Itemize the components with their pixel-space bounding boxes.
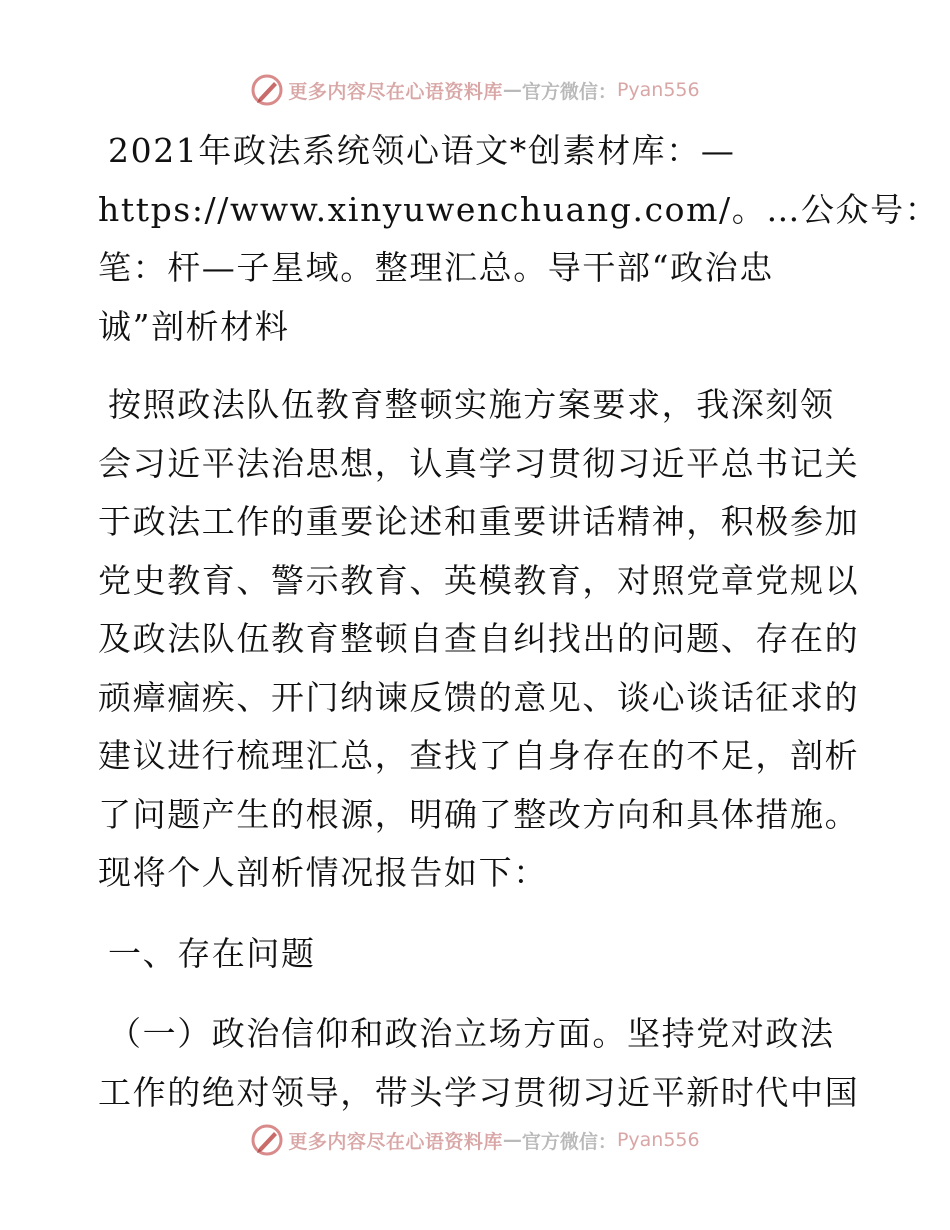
watermark-wechat-id: Pyan556 [616,1129,700,1151]
watermark-wechat-id: Pyan556 [616,79,700,101]
intro-line-2: 会习近平法治思想，认真学习贯彻习近平总书记关 [98,443,860,483]
title-line-4: 诚”剖析材料 [98,306,290,346]
intro-line-1: 按照政法队伍教育整顿实施方案要求，我深刻领 [108,385,835,424]
intro-line-6: 顽瘴痼疾、开门纳谏反馈的意见、谈心谈话征求的 [98,677,860,717]
watermark-banner-bottom [0,1120,950,1160]
section-heading: 一、存在问题 [108,933,316,973]
title-line-2: https://www.xinyuwenchuang.com/。…公众号： [98,189,940,229]
watermark-text: 更多内容尽在心语资料库 [288,80,503,103]
subsection-line-1: （一）政治信仰和政治立场方面。坚持党对政法 [108,1014,835,1053]
title-line-1: 2021年政法系统领心语文*创素材库：— [108,131,736,170]
subsection-line-2: 工作的绝对领导，带头学习贯彻习近平新时代中国 [98,1072,860,1112]
title-line-3: 笔：杆—子星域。整理汇总。导干部“政治忠 [98,248,774,287]
intro-line-8: 了问题产生的根源，明确了整改方向和具体措施。 [98,794,860,834]
watermark-wechat-label: 官方微信： [521,80,617,103]
intro-line-5: 及政法队伍教育整顿自查自纠找出的问题、存在的 [98,619,860,658]
watermark-wechat-label: 官方微信： [521,1130,617,1153]
intro-line-4: 党史教育、警示教育、英模教育，对照党章党规以 [98,560,860,600]
watermark-separator: — [502,1129,522,1151]
watermark-banner-top [0,70,950,110]
intro-line-3: 于政法工作的重要论述和重要讲话精神，积极参加 [98,502,860,541]
watermark-text: 更多内容尽在心语资料库 [288,1130,503,1153]
intro-line-9: 现将个人剖析情况报告如下： [98,853,548,892]
watermark-separator: — [502,79,522,101]
pen-logo-icon [250,73,284,107]
intro-line-7: 建议进行梳理汇总，查找了自身存在的不足，剖析 [98,736,860,775]
document-body [98,122,940,1122]
pen-logo-icon [250,1123,284,1157]
